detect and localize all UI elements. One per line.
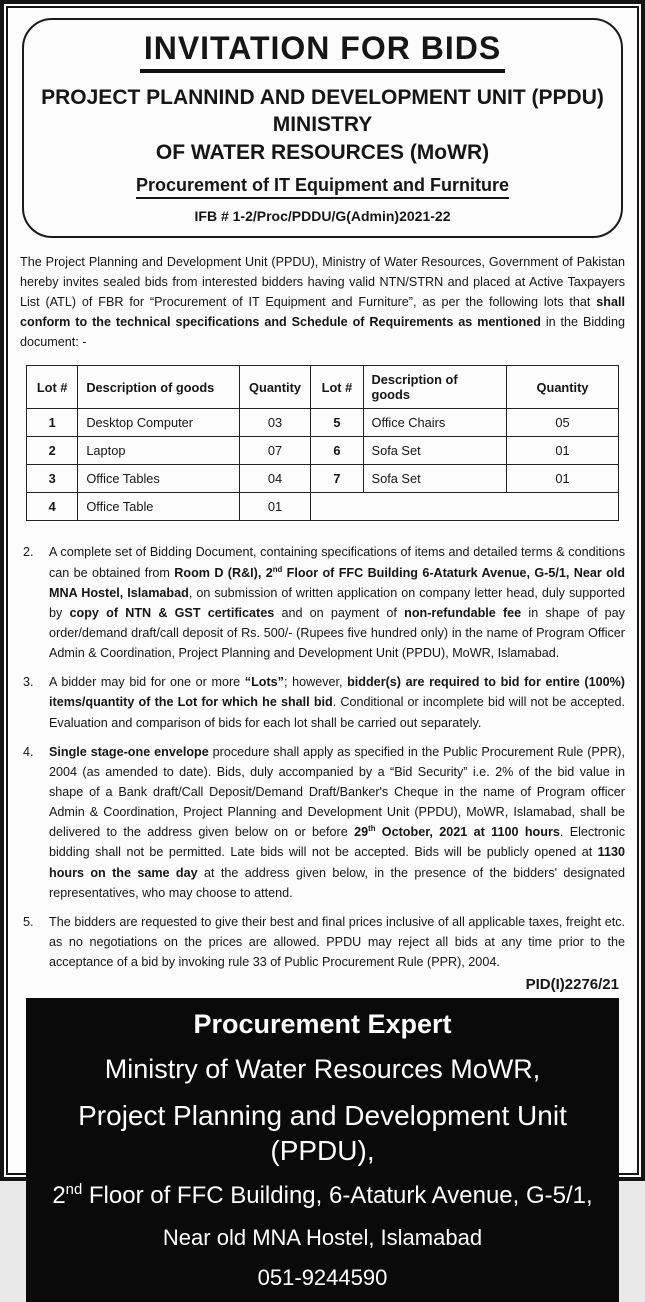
- text-segment: The bidders are requested to give their best and final prices inclusive of all applicable taxes, freight etc. as no negotiations on the prices are allowed. PPDU may reject all bids at any time prior to the acceptance of a bid by invoking rule 33 of Public Procurement Rule (PPR), 2004.: [49, 914, 625, 970]
- lots-table-cell: [311, 493, 619, 521]
- lots-table-cell: 07: [239, 437, 311, 465]
- text-segment: Ministry of Water Resources MoWR,: [104, 1054, 541, 1085]
- lots-table-row: [27, 465, 619, 493]
- text-segment: and on payment of: [274, 605, 405, 620]
- text-segment: Procurement Expert: [193, 1009, 452, 1040]
- lots-table-cell: 2: [27, 437, 78, 465]
- organization-name-line1: PROJECT PLANNIND AND DEVELOPMENT UNIT (PPDU) MINISTRY: [41, 85, 604, 137]
- text-segment: . Electronic bidding shall not be permitted. Late bids will not be accepted. Bids will be publicly opened at: [49, 825, 626, 860]
- lots-table-row: [27, 409, 619, 437]
- lots-table-cell: 01: [507, 437, 619, 465]
- text-segment: th: [368, 824, 376, 834]
- text-segment: Room D (R&I), 2: [174, 565, 273, 580]
- lots-table-cell: 04: [239, 465, 311, 493]
- text-segment: 1130 hours on the same day: [49, 845, 625, 880]
- ifb-reference-number: IFB # 1-2/Proc/PDDU/G(Admin)2021-22: [194, 207, 451, 224]
- text-segment: Project Planning and Development Unit (PPDU),: [78, 1099, 567, 1166]
- text-segment: non-refundable fee: [404, 605, 522, 620]
- footer-line: [34, 1098, 611, 1168]
- lots-table-cell: 01: [507, 465, 619, 493]
- lots-table-cell: 6: [311, 437, 363, 465]
- lots-table-cell: 03: [239, 409, 311, 437]
- text-segment: 051-9244590: [257, 1265, 388, 1291]
- text-segment: nd: [272, 564, 283, 574]
- lots-table-cell: Sofa Set: [363, 465, 506, 493]
- text-segment: ; however,: [283, 675, 348, 690]
- lots-table: [26, 365, 619, 521]
- lots-table-cell: 01: [239, 493, 311, 521]
- text-segment: The Project Planning and Development Unit (PPDU), Ministry of Water Resources, Government of Pakistan hereby invites sealed bids from interested bidders having valid NTN/STRN and placed at Active Taxpayers List (ATL) of FBR for “Procurement of IT Equipment and Furniture”, as per the following lots that: [20, 254, 625, 310]
- notice-inner-frame: [6, 6, 639, 1291]
- lots-table-header-cell: Quantity: [507, 366, 619, 409]
- lots-table-cell: Office Table: [78, 493, 239, 521]
- lots-table-header-cell: Lot #: [27, 366, 78, 409]
- lots-table-row: [27, 437, 619, 465]
- text-segment: 2: [52, 1181, 66, 1209]
- lots-table-header-row: [27, 366, 619, 409]
- notice-header-box: [22, 18, 623, 238]
- procurement-subject: Procurement of IT Equipment and Furniture: [136, 175, 509, 199]
- lots-table-row: [27, 493, 619, 521]
- item-text: [49, 742, 625, 903]
- lots-table-cell: Office Chairs: [363, 409, 506, 437]
- item-number: 5.: [23, 914, 34, 929]
- lots-table-header-cell: Description of goods: [363, 366, 506, 409]
- lots-table-cell: Sofa Set: [363, 437, 506, 465]
- lots-table-cell: Desktop Computer: [78, 409, 239, 437]
- numbered-item: [20, 542, 625, 663]
- lots-table-body: [27, 409, 619, 521]
- text-segment: “Lots”: [244, 675, 284, 690]
- footer-line: [34, 1264, 611, 1292]
- lots-table-cell: 4: [27, 493, 78, 521]
- lots-table-cell: 7: [311, 465, 363, 493]
- text-segment: . Conditional or incomplete bid will not be accepted. Evaluation and comparison of bids for each lot shall be carried out separately.: [49, 695, 625, 730]
- footer-line: [34, 1224, 611, 1252]
- organization-name-line2: OF WATER RESOURCES (MoWR): [155, 141, 490, 165]
- text-segment: nd: [65, 1181, 83, 1198]
- text-segment: 29: [354, 825, 369, 840]
- footer-line: [34, 1053, 611, 1087]
- text-segment: Floor of FFC Building, 6-Ataturk Avenue, G-5/1,: [82, 1181, 593, 1209]
- item-text: [49, 912, 625, 972]
- lots-table-cell: 1: [27, 409, 78, 437]
- lots-table-header-cell: Lot #: [311, 366, 363, 409]
- text-segment: A complete set of Bidding Document, containing specifications of items and detailed terms & conditions can be obtained from: [49, 545, 625, 580]
- text-segment: Near old MNA Hostel, Islamabad: [162, 1224, 483, 1250]
- numbered-items-list: [20, 533, 625, 972]
- text-segment: October, 2021 at 1100 hours: [375, 825, 560, 840]
- text-segment: Floor of FFC Building 6-Ataturk Avenue, G-5/1, Near old MNA Hostel, Islamabad: [49, 565, 625, 600]
- lots-table-cell: Laptop: [78, 437, 239, 465]
- lots-table-cell: 5: [311, 409, 363, 437]
- lots-table-header-cell: Description of goods: [78, 366, 239, 409]
- text-segment: A bidder may bid for one or more: [49, 675, 245, 690]
- lots-table-header-cell: Quantity: [239, 366, 311, 409]
- text-segment: shall conform to the technical specifications and Schedule of Requirements as mentioned: [20, 295, 625, 330]
- numbered-item: [20, 672, 625, 732]
- text-segment: , on submission of written application on company letter head, duly supported by: [49, 585, 625, 620]
- lots-table-cell: Office Tables: [78, 465, 239, 493]
- numbered-item: [20, 742, 625, 903]
- text-segment: in the Bidding document: -: [20, 315, 625, 350]
- text-segment: copy of NTN & GST certificates: [69, 605, 275, 620]
- pid-number: PID(I)2276/21: [525, 976, 619, 994]
- numbered-item: [20, 912, 625, 972]
- item-number: 4.: [23, 744, 34, 759]
- item-text: [49, 672, 625, 732]
- footer-line: [34, 1181, 611, 1211]
- contact-footer-box: [26, 998, 619, 1302]
- lots-table-cell: 05: [507, 409, 619, 437]
- intro-paragraph: [20, 252, 625, 353]
- lots-table-cell: 3: [27, 465, 78, 493]
- text-segment: in shape of pay order/demand draft/call deposit of Rs. 500/- (Rupees five hundred only) in the name of Program Officer Admin & Coordination, Project Planning and Development Unit (PPDU), MoWR, Islamabad.: [49, 605, 625, 661]
- item-number: 3.: [23, 675, 34, 690]
- item-number: 2.: [23, 545, 34, 560]
- notice-title: INVITATION FOR BIDS: [140, 32, 505, 73]
- text-segment: bidder(s) are required to bid for entire (100%) items/quantity of the Lot for which he shall bid: [49, 675, 625, 710]
- organization-name: [34, 84, 611, 167]
- text-segment: Single stage-one envelope: [49, 744, 209, 759]
- text-segment: procedure shall apply as specified in the Public Procurement Rule (PPR), 2004 (as amended to date). Bids, duly accompanied by a “Bid Security” i.e. 2% of the bid value in shape of a Bank draft/Call Deposit/Demand Draft/Banker's Cheque in the name of Program officer Admin & Coordination, Project Planning and Development Unit (PPDU), MoWR, Islamabad, shall be delivered to the address given below on or before: [49, 744, 625, 840]
- footer-line: [34, 1008, 611, 1042]
- item-text: [49, 542, 625, 663]
- text-segment: at the address given below, in the presence of the bidders' designated representatives, who may choose to attend.: [49, 865, 625, 900]
